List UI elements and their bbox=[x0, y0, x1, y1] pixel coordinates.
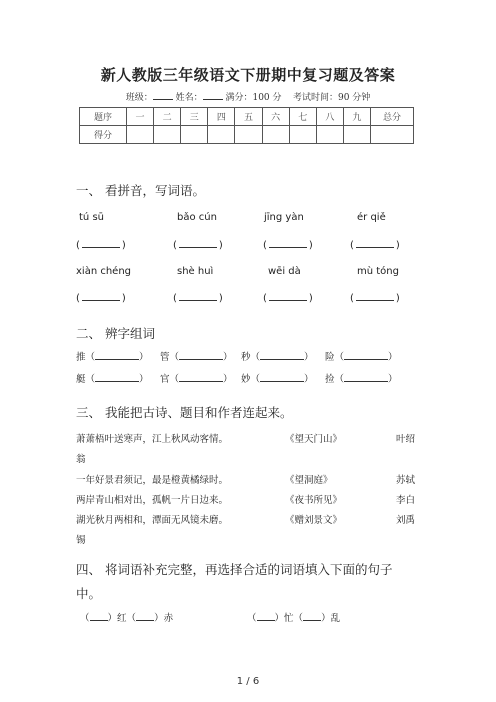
answer-blank[interactable]: ( ) bbox=[173, 240, 223, 251]
word-pair[interactable]: 捡（ ） bbox=[325, 374, 398, 385]
answer-blank[interactable]: ( ) bbox=[350, 240, 400, 251]
score-header-cell: 六 bbox=[262, 108, 289, 126]
score-cell[interactable] bbox=[316, 126, 343, 144]
score-cell[interactable] bbox=[181, 126, 208, 144]
section4-title-cont: 中。 bbox=[76, 586, 102, 601]
idiom-fill[interactable]: （ ）红（ ）赤 bbox=[80, 613, 174, 624]
char: 赤 bbox=[163, 613, 174, 624]
score-header-row bbox=[80, 108, 414, 126]
poem-line[interactable]: 湖光秋月两相和，潭面无风镜未磨。 bbox=[76, 515, 229, 526]
section2-title: 二、 辨字组词 bbox=[76, 326, 155, 341]
answer-blank[interactable]: ( ) bbox=[263, 293, 313, 304]
answer-blank[interactable]: ( ) bbox=[173, 293, 223, 304]
poem-title[interactable]: 《望洞庭》 bbox=[285, 475, 333, 486]
pinyin: jīng yàn bbox=[264, 212, 304, 223]
poem-author[interactable]: 李白 bbox=[396, 495, 416, 506]
score-header-cell: 七 bbox=[289, 108, 316, 126]
poem-line[interactable]: 两岸青山相对出，孤帆一片日边来。 bbox=[76, 495, 229, 506]
exam-info bbox=[0, 90, 496, 103]
answer-blank[interactable]: ( ) bbox=[76, 293, 126, 304]
char: 乱 bbox=[330, 613, 341, 624]
score-cell[interactable] bbox=[262, 126, 289, 144]
pinyin: wēi dà bbox=[268, 266, 301, 277]
char: 捡 bbox=[325, 374, 335, 385]
char: 艇 bbox=[76, 374, 86, 385]
poem-author[interactable]: 刘禹 bbox=[396, 515, 416, 526]
score-cell[interactable] bbox=[289, 126, 316, 144]
word-pair[interactable]: 险（ ） bbox=[325, 352, 398, 363]
char: 秒 bbox=[241, 352, 251, 363]
class-blank[interactable] bbox=[153, 91, 173, 100]
section4-title: 四、 将词语补充完整，再选择合适的词语填入下面的句子 bbox=[76, 562, 393, 577]
pinyin: shè huì bbox=[177, 266, 214, 277]
char: 忙 bbox=[284, 613, 294, 624]
score-header-cell: 一 bbox=[127, 108, 154, 126]
score-header-cell: 八 bbox=[316, 108, 343, 126]
poem-author[interactable]: 苏轼 bbox=[396, 475, 416, 486]
char: 官 bbox=[160, 374, 170, 385]
answer-blank[interactable]: ( ) bbox=[350, 293, 400, 304]
pinyin: bǎo cún bbox=[177, 212, 217, 223]
score-header-cell: 九 bbox=[343, 108, 370, 126]
score-cell[interactable] bbox=[127, 126, 154, 144]
score-cell[interactable] bbox=[235, 126, 262, 144]
answer-blank[interactable]: ( ) bbox=[263, 240, 313, 251]
word-pair[interactable]: 妙（ ） bbox=[241, 374, 314, 385]
class-label: 班级： bbox=[125, 93, 153, 103]
score-cell[interactable] bbox=[343, 126, 370, 144]
pinyin: ér qiě bbox=[357, 212, 386, 223]
exam-time: 考试时间：90 分钟 bbox=[292, 93, 371, 103]
score-row bbox=[80, 126, 414, 144]
page-number: 1 / 6 bbox=[236, 676, 260, 687]
pinyin: tú sū bbox=[79, 212, 104, 223]
pinyin: mù tóng bbox=[357, 266, 399, 277]
char: 管 bbox=[160, 352, 170, 363]
name-label: 姓名： bbox=[175, 93, 203, 103]
score-table bbox=[79, 107, 414, 144]
poem-title[interactable]: 《望天门山》 bbox=[285, 434, 343, 445]
char: 红 bbox=[117, 613, 127, 624]
score-header-cell: 三 bbox=[181, 108, 208, 126]
full-score: 满分：100 分 bbox=[225, 93, 282, 103]
score-header-cell: 五 bbox=[235, 108, 262, 126]
char: 妙 bbox=[241, 374, 251, 385]
word-pair[interactable]: 推（ ） bbox=[76, 352, 149, 363]
word-pair[interactable]: 官（ ） bbox=[160, 374, 233, 385]
name-blank[interactable] bbox=[203, 91, 223, 100]
poem-title[interactable]: 《夜书所见》 bbox=[285, 495, 343, 506]
poem-title[interactable]: 《赠刘景文》 bbox=[285, 515, 343, 526]
poem-line[interactable]: 萧萧梧叶送寒声，江上秋风动客情。 bbox=[76, 434, 229, 445]
word-pair[interactable]: 秒（ ） bbox=[241, 352, 314, 363]
word-pair[interactable]: 艇（ ） bbox=[76, 374, 149, 385]
section1-title: 一、 看拼音，写词语。 bbox=[76, 183, 205, 198]
score-cell[interactable] bbox=[371, 126, 414, 144]
poem-author[interactable]: 叶绍 bbox=[396, 434, 416, 445]
page-title: 新人教版三年级语文下册期中复习题及答案 bbox=[100, 66, 396, 84]
poem-line: 翁 bbox=[76, 454, 86, 465]
score-header-cell: 总分 bbox=[371, 108, 414, 126]
idiom-fill[interactable]: （ ）忙（ ）乱 bbox=[247, 613, 341, 624]
answer-blank[interactable]: ( ) bbox=[76, 240, 126, 251]
poem-line[interactable]: 一年好景君须记，最是橙黄橘绿时。 bbox=[76, 475, 229, 486]
score-header-cell: 题序 bbox=[80, 108, 127, 126]
score-row-label: 得分 bbox=[80, 126, 127, 144]
pinyin: xiàn chéng bbox=[76, 266, 132, 277]
char: 推 bbox=[76, 352, 86, 363]
score-cell[interactable] bbox=[208, 126, 235, 144]
char: 险 bbox=[325, 352, 335, 363]
poem-line: 锡 bbox=[76, 535, 86, 546]
score-cell[interactable] bbox=[154, 126, 181, 144]
section3-title: 三、 我能把古诗、题目和作者连起来。 bbox=[76, 405, 293, 420]
word-pair[interactable]: 管（ ） bbox=[160, 352, 233, 363]
score-header-cell: 四 bbox=[208, 108, 235, 126]
score-header-cell: 二 bbox=[154, 108, 181, 126]
